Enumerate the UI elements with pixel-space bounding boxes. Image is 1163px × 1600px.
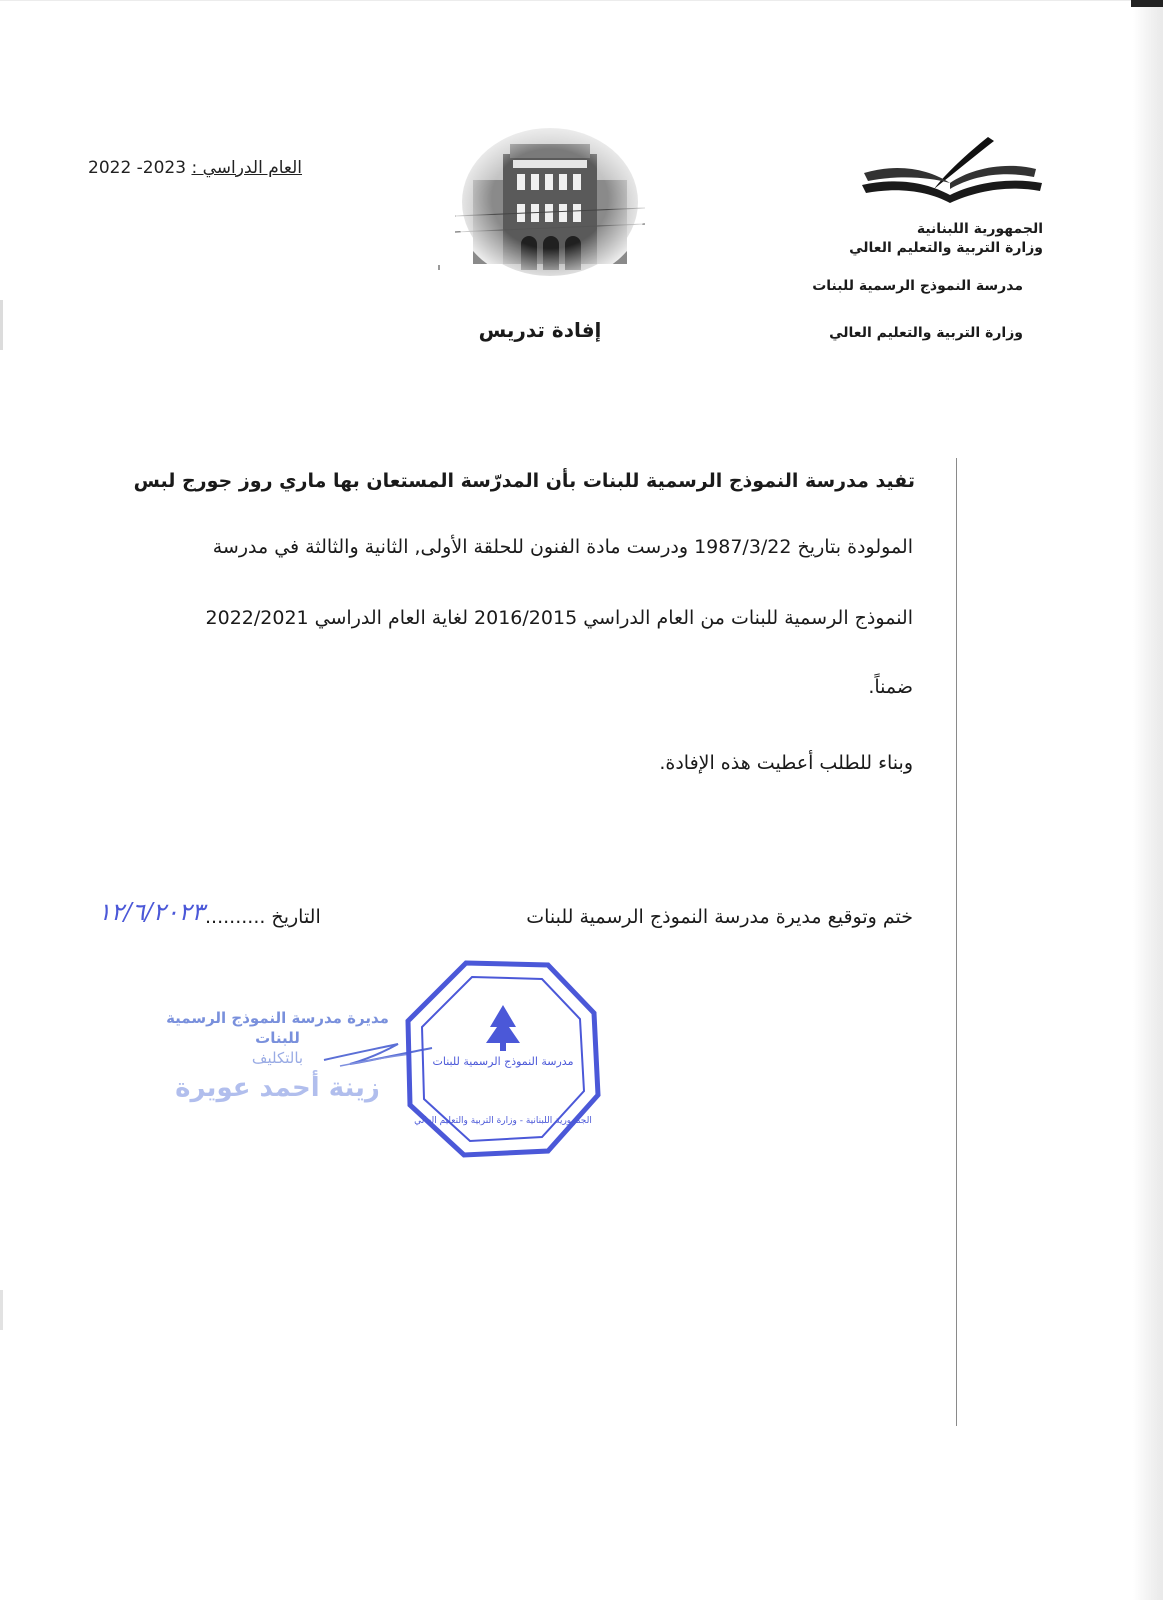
director-role: بالتكليف <box>251 1049 304 1067</box>
official-school-seal <box>398 955 608 1165</box>
scan-corner-mark <box>1131 0 1163 7</box>
ministry-subheader: وزارة التربية والتعليم العالي <box>829 325 1023 341</box>
scan-top-edge <box>0 0 1163 1</box>
scan-left-mark <box>0 300 3 350</box>
seal-center-text: مدرسة النموذج الرسمية للبنات <box>432 1055 574 1068</box>
academic-year <box>88 158 302 178</box>
certificate-line-inclusive: ضمناً. <box>868 676 913 698</box>
scan-left-mark-lower <box>0 1290 3 1330</box>
scan-right-edge <box>1133 0 1163 1600</box>
certificate-closing: وبناء للطلب أعطيت هذه الإفادة. <box>659 752 913 774</box>
certificate-lead: تفيد مدرسة النموذج الرسمية للبنات بأن المدرّسة المستعان بها ماري روز جورج لبس <box>133 470 915 492</box>
school-building-photo <box>455 120 645 280</box>
school-name-header: مدرسة النموذج الرسمية للبنات <box>812 278 1023 294</box>
director-title: مديرة مدرسة النموذج الرسمية للبنات <box>166 1009 389 1047</box>
document-title: إفادة تدريس <box>478 318 602 342</box>
scan-speck <box>438 265 440 270</box>
republic-name: الجمهورية اللبنانية <box>916 221 1043 237</box>
certificate-line-period: النموذج الرسمية للبنات من العام الدراسي 2016/2015 لغاية العام الدراسي 2022/2021 <box>205 607 913 629</box>
ministry-name: وزارة التربية والتعليم العالي <box>849 240 1043 256</box>
handwritten-date: ١٢/٦/٢٠٢٣ <box>98 898 205 926</box>
certificate-line-birth: المولودة بتاريخ 1987/3/22 ودرست مادة الفنون للحلقة الأولى, الثانية والثالثة في مدرسة <box>212 536 913 558</box>
stamp-signature-label: ختم وتوقيع مديرة مدرسة النموذج الرسمية للبنات <box>526 906 913 928</box>
margin-rule <box>956 458 957 1426</box>
ministry-book-logo <box>858 133 1048 213</box>
ministry-header <box>803 220 1043 258</box>
academic-year-value: 2022 -2023 <box>88 158 187 178</box>
seal-ring-text: الجمهورية اللبنانية - وزارة التربية والتعليم العالي <box>414 1116 592 1126</box>
date-label: التاريخ .......... <box>205 906 321 928</box>
director-name: زينة أحمد عويرة <box>175 1073 380 1103</box>
academic-year-label: العام الدراسي : <box>191 158 303 178</box>
